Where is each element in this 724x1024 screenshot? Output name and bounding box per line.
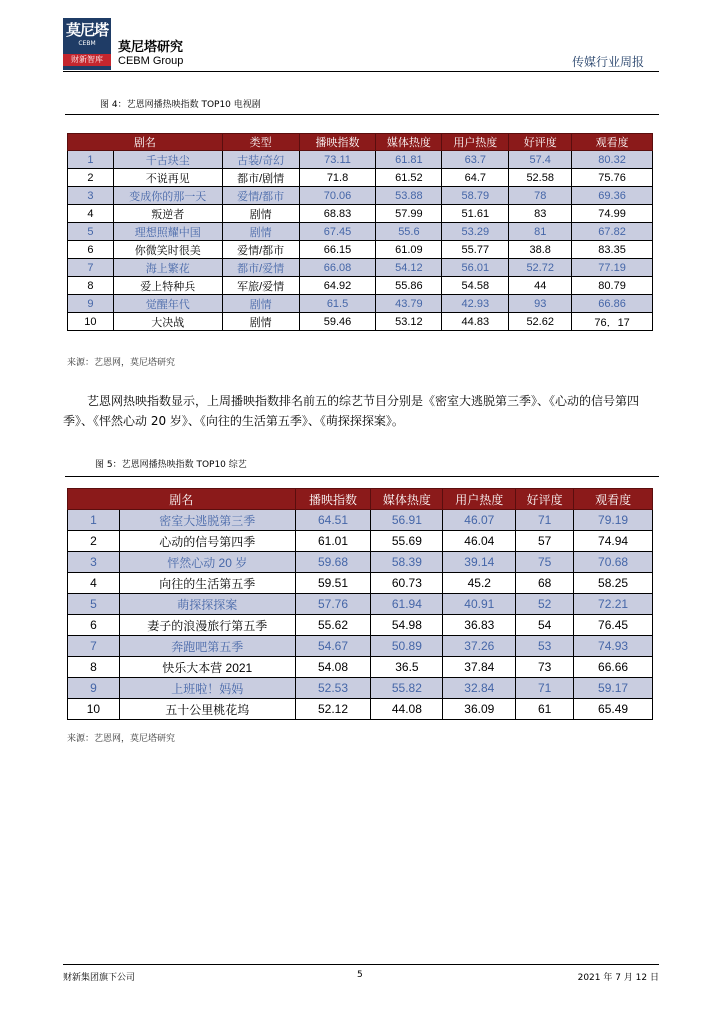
- table-row: [68, 223, 653, 241]
- value-cell: 61.5: [299, 295, 376, 313]
- title-cell: 叛逆者: [113, 205, 222, 223]
- value-cell: 71.8: [299, 169, 376, 187]
- value-cell: 57.4: [509, 151, 572, 169]
- table-row: [68, 615, 653, 636]
- rank-cell: 9: [68, 295, 114, 313]
- value-cell: 55.86: [376, 277, 442, 295]
- table-row: [68, 531, 653, 552]
- table-row: [68, 573, 653, 594]
- value-cell: 56.91: [371, 510, 443, 531]
- table-row: [68, 678, 653, 699]
- table-row: [68, 313, 653, 331]
- body-paragraph: 艺恩网热映指数显示，上周播映指数排名前五的综艺节目分别是《密室大逃脱第三季》、《心动的信号第四季》、《怦然心动 20 岁》、《向往的生活第五季》、《萌探探探案》。: [63, 394, 640, 428]
- table-row: [68, 295, 653, 313]
- table2-header-cell: 媒体热度: [371, 489, 443, 510]
- table2-body: [68, 510, 653, 720]
- rank-cell: 5: [68, 594, 120, 615]
- rank-cell: 9: [68, 678, 120, 699]
- value-cell: 53: [516, 636, 574, 657]
- value-cell: 61: [516, 699, 574, 720]
- table1-header-cell: 类型: [222, 134, 299, 151]
- value-cell: 54: [516, 615, 574, 636]
- value-cell: 55.69: [371, 531, 443, 552]
- table-row: [68, 636, 653, 657]
- table2-header-cell: 好评度: [516, 489, 574, 510]
- title-cell: 爱上特种兵: [113, 277, 222, 295]
- value-cell: 52.58: [509, 169, 572, 187]
- rank-cell: 3: [68, 187, 114, 205]
- rank-cell: 2: [68, 169, 114, 187]
- value-cell: 66.66: [574, 657, 653, 678]
- rank-cell: 8: [68, 657, 120, 678]
- table-row: [68, 699, 653, 720]
- value-cell: 剧情: [222, 313, 299, 331]
- value-cell: 54.67: [295, 636, 371, 657]
- value-cell: 81: [509, 223, 572, 241]
- value-cell: 72.21: [574, 594, 653, 615]
- rank-cell: 4: [68, 205, 114, 223]
- value-cell: 爱情/都市: [222, 241, 299, 259]
- logo-tag: 财新智库: [63, 54, 111, 66]
- value-cell: 爱情/都市: [222, 187, 299, 205]
- title-cell: 五十公里桃花坞: [119, 699, 295, 720]
- rank-cell: 10: [68, 699, 120, 720]
- value-cell: 83: [509, 205, 572, 223]
- value-cell: 70.06: [299, 187, 376, 205]
- table-row: [68, 657, 653, 678]
- rank-cell: 4: [68, 573, 120, 594]
- table2-header-cell: 剧名: [68, 489, 296, 510]
- table2-header-cell: 观看度: [574, 489, 653, 510]
- value-cell: 55.77: [442, 241, 509, 259]
- table1-header-cell: 剧名: [68, 134, 223, 151]
- rank-cell: 6: [68, 615, 120, 636]
- value-cell: 64.92: [299, 277, 376, 295]
- report-type: 传媒行业周报: [571, 55, 644, 69]
- value-cell: 39.14: [443, 552, 516, 573]
- value-cell: 都市/爱情: [222, 259, 299, 277]
- value-cell: 70.68: [574, 552, 653, 573]
- rank-cell: 3: [68, 552, 120, 573]
- value-cell: 55.6: [376, 223, 442, 241]
- title-cell: 密室大逃脱第三季: [119, 510, 295, 531]
- table2-header-row: [68, 489, 653, 510]
- value-cell: 36.5: [371, 657, 443, 678]
- value-cell: 58.25: [574, 573, 653, 594]
- title-cell: 千古玦尘: [113, 151, 222, 169]
- rank-cell: 1: [68, 510, 120, 531]
- title-cell: 妻子的浪漫旅行第五季: [119, 615, 295, 636]
- value-cell: 52: [516, 594, 574, 615]
- table-row: [68, 151, 653, 169]
- table2-caption-divider: [65, 476, 659, 477]
- value-cell: 55.62: [295, 615, 371, 636]
- value-cell: 59.46: [299, 313, 376, 331]
- value-cell: 古装/奇幻: [222, 151, 299, 169]
- value-cell: 76.45: [574, 615, 653, 636]
- value-cell: 80.32: [572, 151, 653, 169]
- table-row: [68, 169, 653, 187]
- value-cell: 61.94: [371, 594, 443, 615]
- rank-cell: 7: [68, 259, 114, 277]
- table2-header-cell: 用户热度: [443, 489, 516, 510]
- value-cell: 剧情: [222, 223, 299, 241]
- table-row: [68, 552, 653, 573]
- value-cell: 54.08: [295, 657, 371, 678]
- value-cell: 73: [516, 657, 574, 678]
- value-cell: 59.51: [295, 573, 371, 594]
- table1-header-cell: 用户热度: [442, 134, 509, 151]
- value-cell: 78: [509, 187, 572, 205]
- value-cell: 53.29: [442, 223, 509, 241]
- value-cell: 73.11: [299, 151, 376, 169]
- rank-cell: 6: [68, 241, 114, 259]
- value-cell: 61.01: [295, 531, 371, 552]
- value-cell: 36.83: [443, 615, 516, 636]
- value-cell: 58.79: [442, 187, 509, 205]
- variety-show-table: [67, 488, 653, 720]
- logo-main-text: 莫尼塔: [65, 21, 108, 39]
- value-cell: 46.07: [443, 510, 516, 531]
- value-cell: 61.09: [376, 241, 442, 259]
- value-cell: 52.62: [509, 313, 572, 331]
- value-cell: 65.49: [574, 699, 653, 720]
- value-cell: 45.2: [443, 573, 516, 594]
- value-cell: 75.76: [572, 169, 653, 187]
- value-cell: 57: [516, 531, 574, 552]
- value-cell: 79.19: [574, 510, 653, 531]
- value-cell: 68.83: [299, 205, 376, 223]
- value-cell: 59.17: [574, 678, 653, 699]
- value-cell: 剧情: [222, 295, 299, 313]
- title-cell: 上班啦！妈妈: [119, 678, 295, 699]
- footer-company: 财新集团旗下公司: [63, 973, 136, 983]
- value-cell: 56.01: [442, 259, 509, 277]
- value-cell: 46.04: [443, 531, 516, 552]
- value-cell: 50.89: [371, 636, 443, 657]
- table1-caption: 图 4：艺恩网播热映指数 TOP10 电视剧: [100, 100, 261, 110]
- value-cell: 32.84: [443, 678, 516, 699]
- brand-name-en: CEBM Group: [118, 55, 184, 67]
- value-cell: 51.61: [442, 205, 509, 223]
- value-cell: 36.09: [443, 699, 516, 720]
- title-cell: 觉醒年代: [113, 295, 222, 313]
- value-cell: 67.82: [572, 223, 653, 241]
- value-cell: 93: [509, 295, 572, 313]
- table1-body: [68, 151, 653, 331]
- value-cell: 66.15: [299, 241, 376, 259]
- title-cell: 海上繁花: [113, 259, 222, 277]
- value-cell: 64.7: [442, 169, 509, 187]
- brand-name: 莫尼塔研究: [118, 40, 184, 55]
- title-cell: 萌探探探案: [119, 594, 295, 615]
- value-cell: 54.12: [376, 259, 442, 277]
- table-row: [68, 241, 653, 259]
- table1-header-cell: 好评度: [509, 134, 572, 151]
- logo: [63, 18, 111, 70]
- title-cell: 向往的生活第五季: [119, 573, 295, 594]
- value-cell: 44.83: [442, 313, 509, 331]
- value-cell: 44.08: [371, 699, 443, 720]
- table-row: [68, 259, 653, 277]
- table-row: [68, 277, 653, 295]
- table-row: [68, 187, 653, 205]
- rank-cell: 5: [68, 223, 114, 241]
- value-cell: 66.08: [299, 259, 376, 277]
- tv-drama-table: [67, 133, 653, 331]
- table1-header-cell: 媒体热度: [376, 134, 442, 151]
- value-cell: 75: [516, 552, 574, 573]
- value-cell: 80.79: [572, 277, 653, 295]
- value-cell: 60.73: [371, 573, 443, 594]
- table2-source: 来源：艺恩网，莫尼塔研究: [67, 734, 176, 744]
- value-cell: 44: [509, 277, 572, 295]
- value-cell: 38.8: [509, 241, 572, 259]
- value-cell: 74.99: [572, 205, 653, 223]
- value-cell: 66.86: [572, 295, 653, 313]
- value-cell: 57.99: [376, 205, 442, 223]
- value-cell: 77.19: [572, 259, 653, 277]
- logo-sub-text: CEBM: [78, 40, 96, 47]
- table-row: [68, 205, 653, 223]
- footer-divider: [63, 964, 659, 965]
- value-cell: 37.26: [443, 636, 516, 657]
- value-cell: 69.36: [572, 187, 653, 205]
- table1-source: 来源：艺恩网，莫尼塔研究: [67, 358, 176, 368]
- value-cell: 71: [516, 678, 574, 699]
- value-cell: 42.93: [442, 295, 509, 313]
- value-cell: 74.93: [574, 636, 653, 657]
- value-cell: 剧情: [222, 205, 299, 223]
- rank-cell: 10: [68, 313, 114, 331]
- table1-caption-divider: [65, 114, 659, 115]
- table2-header-cell: 播映指数: [295, 489, 371, 510]
- value-cell: 64.51: [295, 510, 371, 531]
- value-cell: 59.68: [295, 552, 371, 573]
- table1-header-row: [68, 134, 653, 151]
- title-cell: 大决战: [113, 313, 222, 331]
- value-cell: 52.53: [295, 678, 371, 699]
- header-divider: [63, 71, 659, 72]
- value-cell: 54.98: [371, 615, 443, 636]
- value-cell: 37.84: [443, 657, 516, 678]
- title-cell: 你微笑时很美: [113, 241, 222, 259]
- value-cell: 52.12: [295, 699, 371, 720]
- rank-cell: 8: [68, 277, 114, 295]
- value-cell: 76．17: [572, 313, 653, 331]
- table2-caption: 图 5：艺恩网播热映指数 TOP10 综艺: [95, 460, 247, 470]
- rank-cell: 1: [68, 151, 114, 169]
- footer-date: 2021 年 7 月 12 日: [577, 973, 659, 983]
- page-number: 5: [357, 970, 363, 980]
- value-cell: 40.91: [443, 594, 516, 615]
- rank-cell: 7: [68, 636, 120, 657]
- table-row: [68, 594, 653, 615]
- value-cell: 57.76: [295, 594, 371, 615]
- value-cell: 71: [516, 510, 574, 531]
- title-cell: 不说再见: [113, 169, 222, 187]
- value-cell: 63.7: [442, 151, 509, 169]
- value-cell: 43.79: [376, 295, 442, 313]
- value-cell: 67.45: [299, 223, 376, 241]
- table1-header-cell: 观看度: [572, 134, 653, 151]
- title-cell: 奔跑吧第五季: [119, 636, 295, 657]
- value-cell: 52.72: [509, 259, 572, 277]
- value-cell: 58.39: [371, 552, 443, 573]
- value-cell: 都市/剧情: [222, 169, 299, 187]
- table-row: [68, 510, 653, 531]
- rank-cell: 2: [68, 531, 120, 552]
- value-cell: 61.52: [376, 169, 442, 187]
- title-cell: 变成你的那一天: [113, 187, 222, 205]
- value-cell: 军旅/爱情: [222, 277, 299, 295]
- title-cell: 快乐大本营 2021: [119, 657, 295, 678]
- value-cell: 83.35: [572, 241, 653, 259]
- title-cell: 心动的信号第四季: [119, 531, 295, 552]
- value-cell: 74.94: [574, 531, 653, 552]
- value-cell: 53.12: [376, 313, 442, 331]
- value-cell: 53.88: [376, 187, 442, 205]
- title-cell: 理想照耀中国: [113, 223, 222, 241]
- title-cell: 怦然心动 20 岁: [119, 552, 295, 573]
- value-cell: 54.58: [442, 277, 509, 295]
- table1-header-cell: 播映指数: [299, 134, 376, 151]
- value-cell: 55.82: [371, 678, 443, 699]
- value-cell: 68: [516, 573, 574, 594]
- value-cell: 61.81: [376, 151, 442, 169]
